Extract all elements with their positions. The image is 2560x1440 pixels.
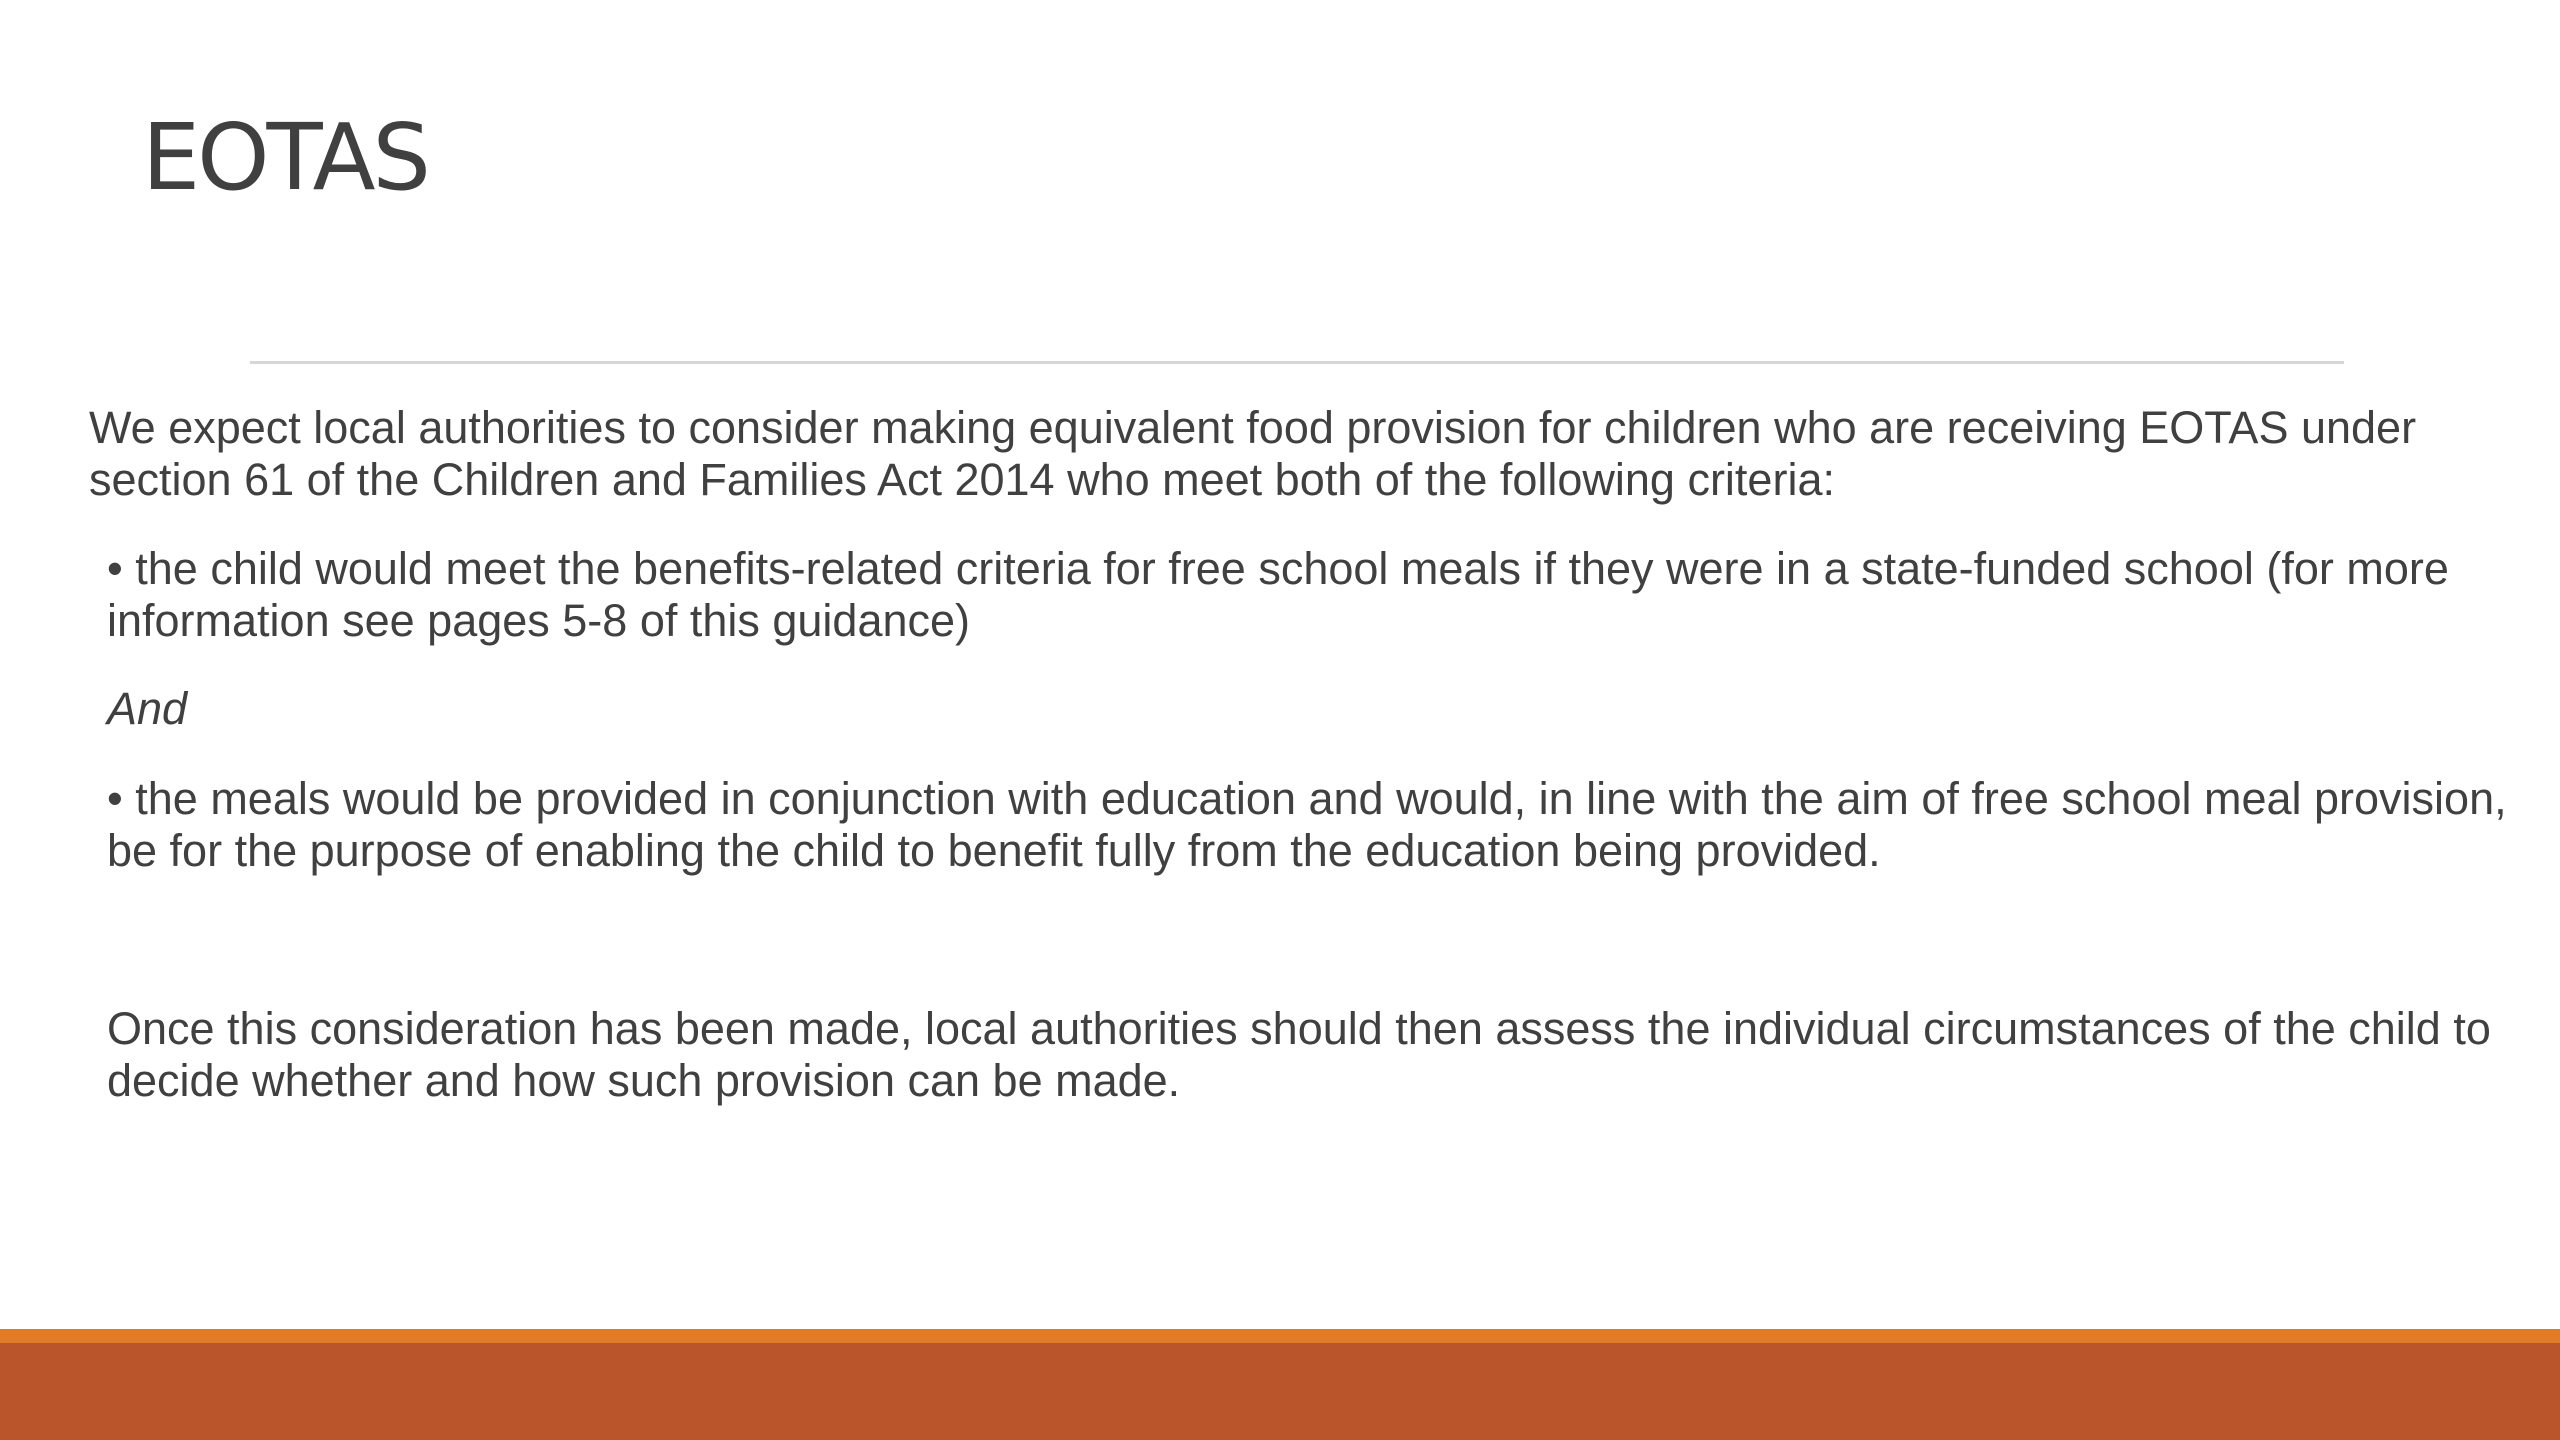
intro-paragraph: We expect local authorities to consider making equivalent food provision for children who are receiving EOTAS under section 61 of the Children and Families Act 2014 who meet both of the following criteria: (89, 402, 2417, 505)
bullet-criteria-education: • the meals would be provided in conjunction with education and would, in line with the aim of free school meal provision, be for the purpose of enabling the child to benefit fully from the education being provided. (107, 773, 2507, 876)
slide-title: EOTAS (142, 104, 428, 211)
conjunction-and: And (107, 683, 188, 734)
closing-paragraph: Once this consideration has been made, local authorities should then assess the individual circumstances of the child to decide whether and how such provision can be made. (107, 1003, 2491, 1106)
bullet-criteria-benefits: • the child would meet the benefits-related criteria for free school meals if they were in a state-funded school (for more information see pages 5-8 of this guidance) (107, 543, 2449, 646)
footer-accent-stripe (0, 1329, 2560, 1343)
title-divider (250, 361, 2344, 364)
footer-band (0, 1343, 2560, 1440)
